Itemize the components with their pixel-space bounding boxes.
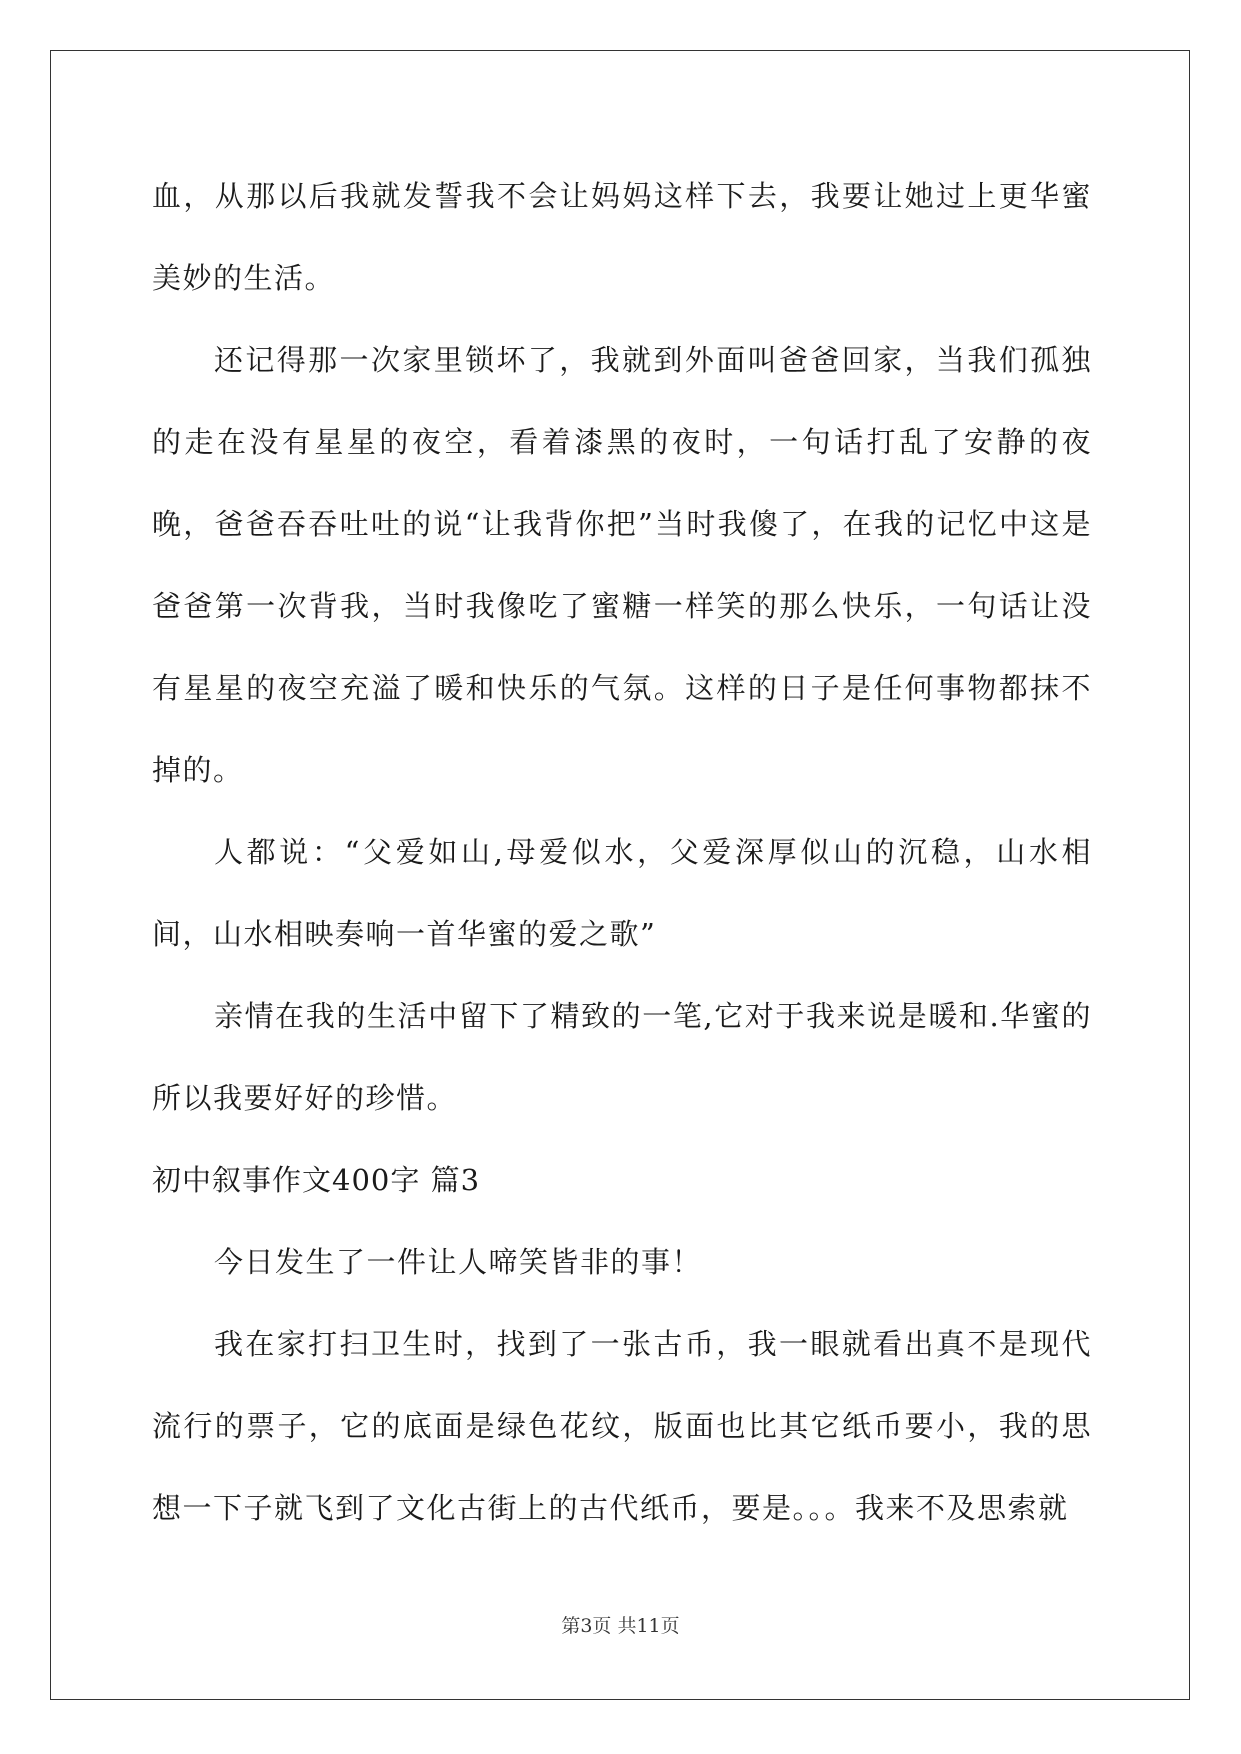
- page-footer: 第3页 共11页: [561, 1615, 680, 1637]
- paragraph: 血，从那以后我就发誓我不会让妈妈这样下去，我要让她过上更华蜜美妙的生活。: [152, 179, 1092, 295]
- paragraph: 我在家打扫卫生时，找到了一张古币，我一眼就看出真不是现代流行的票子，它的底面是绿色花纹，版面也比其它纸币要小，我的思想一下子就飞到了文化古街上的古代纸币，要是。。。我来不及思索就: [152, 1327, 1092, 1525]
- paragraph: 今日发生了一件让人啼笑皆非的事！: [214, 1245, 703, 1279]
- paragraph: 还记得那一次家里锁坏了，我就到外面叫爸爸回家，当我们孤独的走在没有星星的夜空，看着漆黑的夜时，一句话打乱了安静的夜晚，爸爸吞吞吐吐的说“让我背你把”当时我傻了，在我的记忆中这是爸爸第一次背我，当时我像吃了蜜糖一样笑的那么快乐，一句话让没有星星的夜空充溢了暖和快乐的气氛。这样的日子是任何事物都抹不掉的。: [152, 343, 1092, 787]
- document-body: [152, 155, 1092, 1549]
- section-heading: 初中叙事作文400字 篇3: [152, 1163, 481, 1197]
- paragraph: 人都说：“父爱如山,母爱似水，父爱深厚似山的沉稳，山水相间，山水相映奏响一首华蜜的爱之歌”: [152, 835, 1092, 951]
- paragraph: 亲情在我的生活中留下了精致的一笔,它对于我来说是暖和.华蜜的所以我要好好的珍惜。: [152, 999, 1092, 1115]
